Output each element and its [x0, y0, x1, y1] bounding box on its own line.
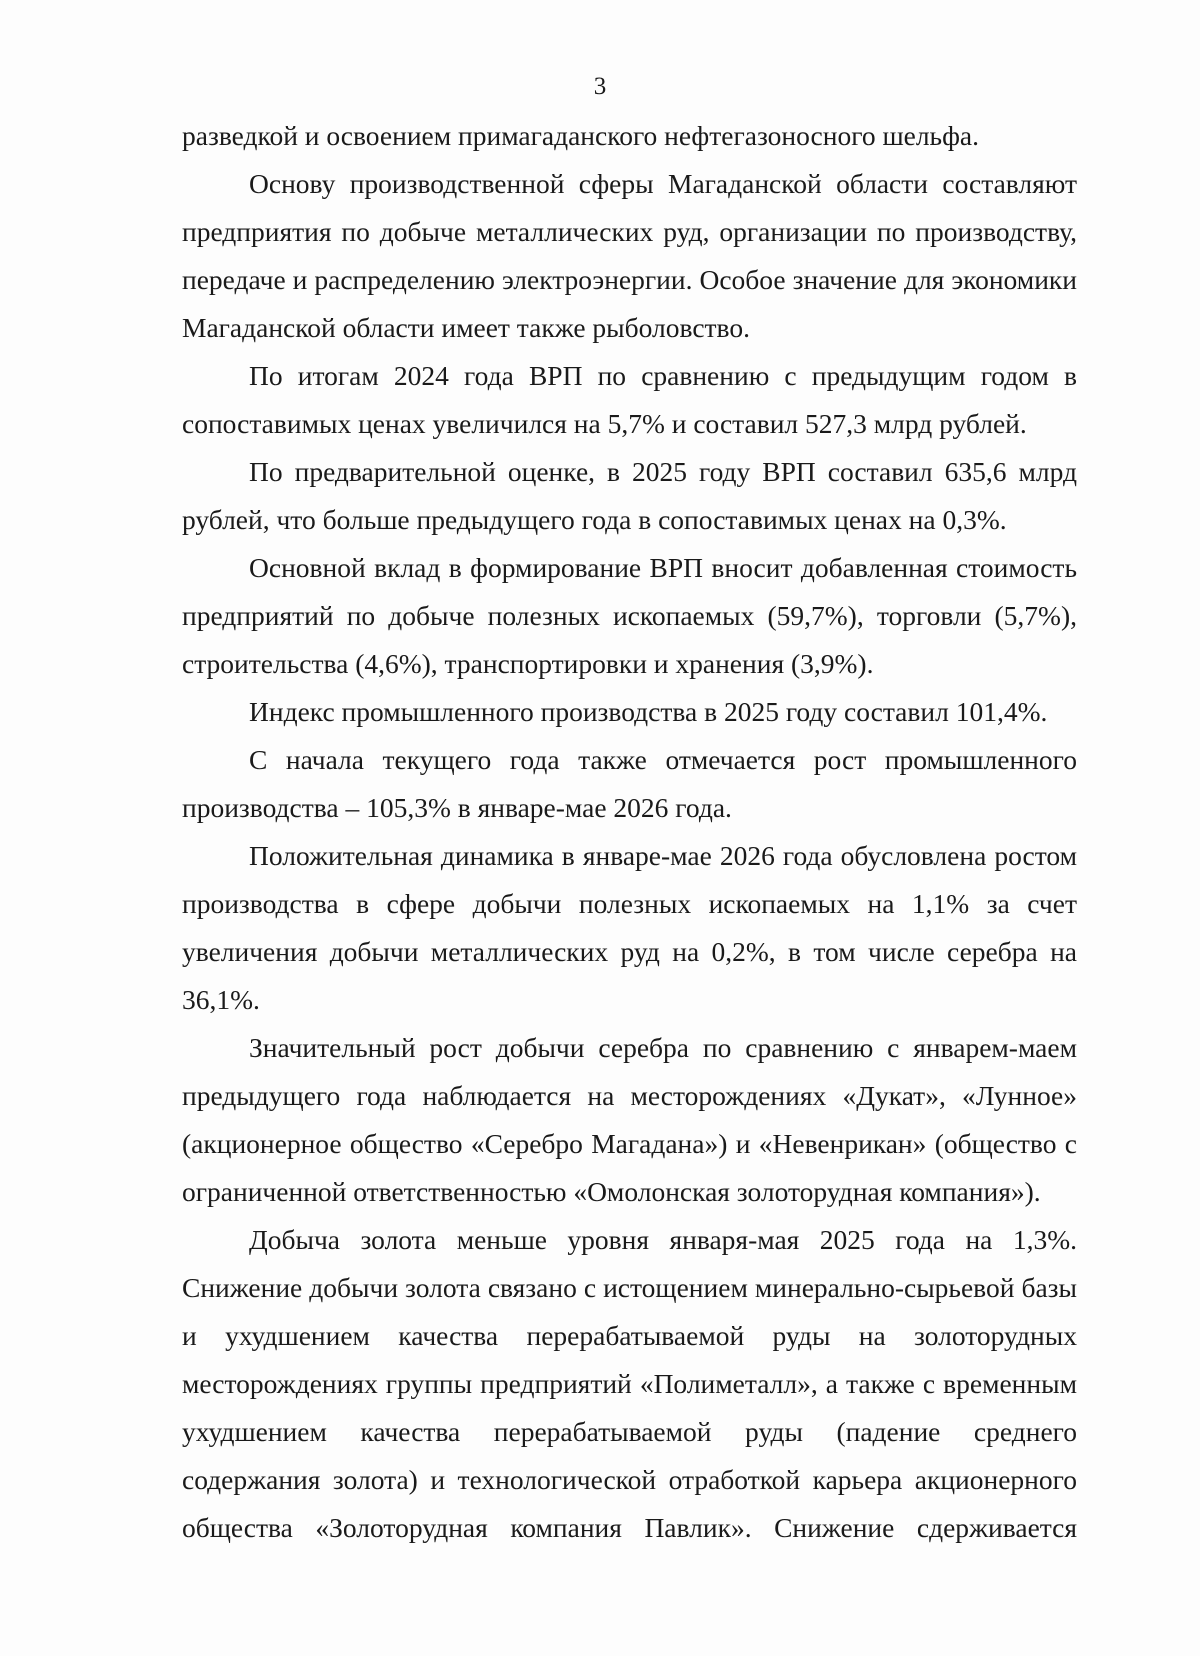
- page-number: 3: [593, 73, 607, 100]
- paragraph-gold-decline: Добыча золота меньше уровня января-мая 2025 года на 1,3%. Снижение добычи золота связано с истощением минерально-сырьевой базы и ухудшением качества перерабатываемой руды на золоторудных месторождениях группы предприятий «Полиметалл», а также с временным ухудшением качества перерабатываемой руды (падение среднего содержания золота) и технологической отработкой карьера акционерного общества «Золоторудная компания Павлик». Снижение сдерживается: [182, 1224, 1077, 1543]
- paragraph-positive-dynamics: Положительная динамика в январе-мае 2026 года обусловлена ростом производства в сфере добычи полезных ископаемых на 1,1% за счет увеличения добычи металлических руд на 0,2%, в том числе серебра на 36,1%.: [182, 840, 1077, 1015]
- paragraph-grp-contribution: Основной вклад в формирование ВРП вносит добавленная стоимость предприятий по добыче полезных ископаемых (59,7%), торговли (5,7%), строительства (4,6%), транспортировки и хранения (3,9%).: [182, 552, 1077, 679]
- paragraph-grp-2024: По итогам 2024 года ВРП по сравнению с предыдущим годом в сопоставимых ценах увеличился на 5,7% и составил 527,3 млрд рублей.: [182, 360, 1077, 439]
- document-body: [182, 112, 1077, 1552]
- paragraph-grp-2025: По предварительной оценке, в 2025 году ВРП составил 635,6 млрд рублей, что больше предыдущего года в сопоставимых ценах на 0,3%.: [182, 456, 1077, 535]
- paragraph-industrial-index: Индекс промышленного производства в 2025 году составил 101,4%.: [249, 696, 1048, 727]
- paragraph-silver-growth: Значительный рост добычи серебра по сравнению с январем-маем предыдущего года наблюдается на месторождениях «Дукат», «Лунное» (акционерное общество «Серебро Магадана») и «Невенрикан» (общество с ограниченной ответственностью «Омолонская золоторудная компания»).: [182, 1032, 1077, 1207]
- paragraph-industrial-growth: С начала текущего года также отмечается рост промышленного производства – 105,3% в январе-мае 2026 года.: [182, 744, 1077, 823]
- paragraph-production-sphere: Основу производственной сферы Магаданской области составляют предприятия по добыче металлических руд, организации по производству, передаче и распределению электроэнергии. Особое значение для экономики Магаданской области имеет также рыболовство.: [182, 168, 1077, 343]
- paragraph-continuation: разведкой и освоением примагаданского нефтегазоносного шельфа.: [182, 120, 979, 151]
